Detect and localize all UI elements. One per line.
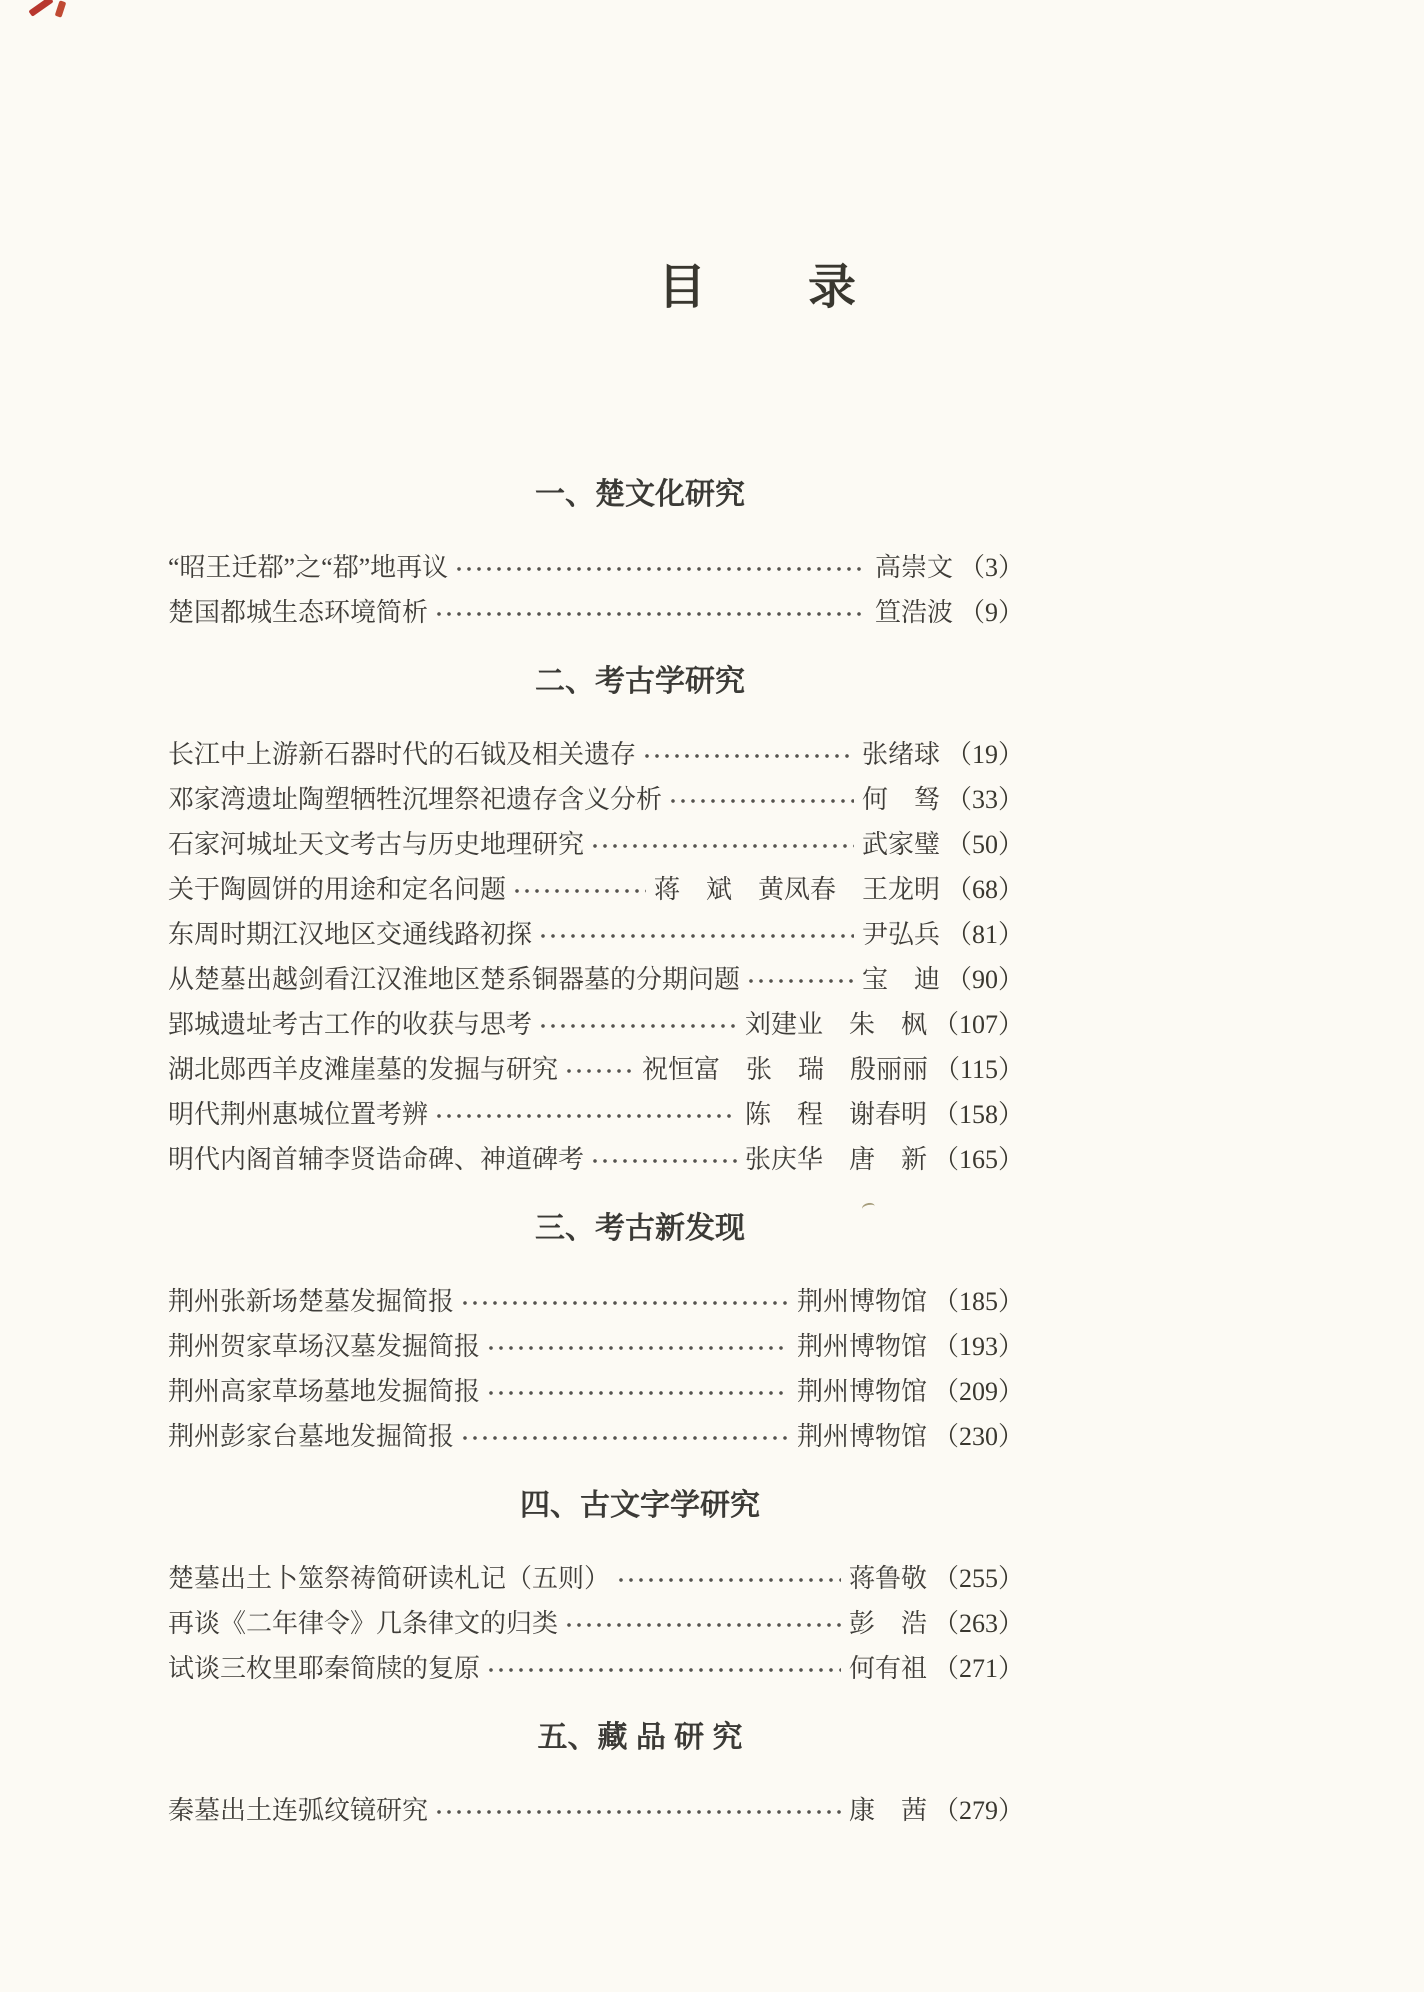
entry-page-number: （193） [932,1332,1024,1361]
dot-leader [486,1388,789,1398]
toc-entry [168,1554,1024,1599]
entry-page-number: （263） [932,1609,1024,1638]
entry-page-number: （279） [932,1796,1024,1825]
dot-leader [486,1665,841,1675]
entry-authors: 刘建业 朱 枫 [744,1010,927,1039]
entry-page-number: （158） [932,1100,1024,1129]
toc-entry [168,1045,1024,1090]
entry-page-number: （19） [945,740,1024,769]
toc-entry [168,1412,1024,1457]
entry-page-number: （185） [932,1287,1024,1316]
dot-leader [564,1620,841,1630]
entry-title: 荆州张新场楚墓发掘简报 [168,1287,455,1316]
toc-entry [168,775,1024,820]
entry-title: 长江中上游新石器时代的石钺及相关遗存 [168,740,637,769]
dot-leader [434,1111,737,1121]
entry-title: 秦墓出土连弧纹镜研究 [168,1796,429,1825]
entry-authors: 笪浩波 [874,598,953,627]
dot-leader [746,976,854,986]
entry-page-number: （165） [932,1145,1024,1174]
toc-entry [168,820,1024,865]
entry-authors: 荆州博物馆 [796,1377,927,1406]
section-heading-2: 二、考古学研究 [535,665,745,698]
entry-authors: 武家璧 [861,830,940,859]
toc-entry [168,865,1024,910]
dot-leader [454,564,867,574]
dot-leader [538,931,854,941]
entry-page-number: （9） [958,598,1024,627]
entry-page-number: （209） [932,1377,1024,1406]
toc-entry [168,588,1024,633]
toc-entry [168,1599,1024,1644]
entry-title: 再谈《二年律令》几条律文的归类 [168,1609,559,1638]
toc-entry [168,543,1024,588]
entry-page-number: （271） [932,1654,1024,1683]
entry-page-number: （3） [958,553,1024,582]
entry-authors: 康 茜 [848,1796,927,1825]
entry-authors: 陈 程 谢春明 [744,1100,927,1129]
entry-authors: 高崇文 [874,553,953,582]
toc-entry [168,955,1024,1000]
entry-title: 荆州贺家草场汉墓发掘简报 [168,1332,481,1361]
entry-authors: 荆州博物馆 [796,1422,927,1451]
section-entries-5 [168,1786,1024,1831]
entry-title: 关于陶圆饼的用途和定名问题 [168,875,507,904]
entry-title: 楚墓出土卜筮祭祷简研读札记（五则） [168,1564,611,1593]
entry-title: 郢城遗址考古工作的收获与思考 [168,1010,533,1039]
entry-authors: 尹弘兵 [861,920,940,949]
dot-leader [460,1298,789,1308]
entry-authors: 何 驽 [861,785,940,814]
section-entries-4 [168,1554,1024,1689]
entry-title: 荆州彭家台墓地发掘简报 [168,1422,455,1451]
entry-title: 湖北郧西羊皮滩崖墓的发掘与研究 [168,1055,559,1084]
dot-leader [460,1433,789,1443]
dot-leader [434,609,867,619]
entry-title: 明代内阁首辅李贤诰命碑、神道碑考 [168,1145,585,1174]
entry-title: “昭王迁鄀”之“鄀”地再议 [168,553,449,582]
entry-authors: 彭 浩 [848,1609,927,1638]
entry-authors: 祝恒富 张 瑞 殷丽丽 [641,1055,928,1084]
entry-title: 试谈三枚里耶秦简牍的复原 [168,1654,481,1683]
entry-title: 从楚墓出越剑看江汉淮地区楚系铜器墓的分期问题 [168,965,741,994]
entry-page-number: （33） [945,785,1024,814]
entry-page-number: （81） [945,920,1024,949]
entry-page-number: （230） [932,1422,1024,1451]
entry-title: 邓家湾遗址陶塑牺牲沉埋祭祀遗存含义分析 [168,785,663,814]
entry-authors: 蒋鲁敬 [848,1564,927,1593]
toc-entry [168,1135,1024,1180]
entry-title: 东周时期江汉地区交通线路初探 [168,920,533,949]
entry-page-number: （115） [933,1055,1024,1084]
dot-leader [590,841,854,851]
entry-page-number: （107） [932,1010,1024,1039]
scan-artifact-red [28,0,53,17]
section-heading-3: 三、考古新发现 [535,1212,745,1245]
entry-authors: 蒋 斌 黄凤春 王龙明 [653,875,940,904]
page-title: 目 录 [657,261,858,314]
toc-entry [168,1644,1024,1689]
dot-leader [564,1066,634,1076]
dot-leader [486,1343,789,1353]
dot-leader [668,796,854,806]
entry-title: 石家河城址天文考古与历史地理研究 [168,830,585,859]
entry-authors: 张庆华 唐 新 [744,1145,927,1174]
toc-entry [168,1090,1024,1135]
toc-content [168,0,1024,1831]
toc-entry [168,1322,1024,1367]
section-entries-1 [168,543,1024,633]
section-heading-1: 一、楚文化研究 [535,478,745,511]
toc-entry [168,1277,1024,1322]
entry-title: 明代荆州惠城位置考辨 [168,1100,429,1129]
entry-authors: 荆州博物馆 [796,1332,927,1361]
toc-entry [168,1367,1024,1412]
toc-entry [168,910,1024,955]
dot-leader [538,1021,737,1031]
dot-leader [434,1807,841,1817]
dot-leader [590,1156,737,1166]
entry-authors: 何有祖 [848,1654,927,1683]
entry-authors: 宝 迪 [861,965,940,994]
toc-entry [168,730,1024,775]
entry-authors: 张绪球 [861,740,940,769]
section-entries-3 [168,1277,1024,1457]
toc-entry [168,1000,1024,1045]
section-entries-2 [168,730,1024,1180]
section-heading-5: 五、藏 品 研 究 [537,1721,743,1754]
entry-title: 荆州高家草场墓地发掘简报 [168,1377,481,1406]
entry-page-number: （68） [945,875,1024,904]
entry-authors: 荆州博物馆 [796,1287,927,1316]
dot-leader [512,886,646,896]
entry-page-number: （50） [945,830,1024,859]
scan-artifact-red [55,0,67,17]
dot-leader [616,1575,841,1585]
entry-page-number: （90） [945,965,1024,994]
toc-entry [168,1786,1024,1831]
entry-title: 楚国都城生态环境简析 [168,598,429,627]
section-heading-4: 四、古文字学研究 [520,1489,760,1522]
dot-leader [642,751,854,761]
entry-page-number: （255） [932,1564,1024,1593]
